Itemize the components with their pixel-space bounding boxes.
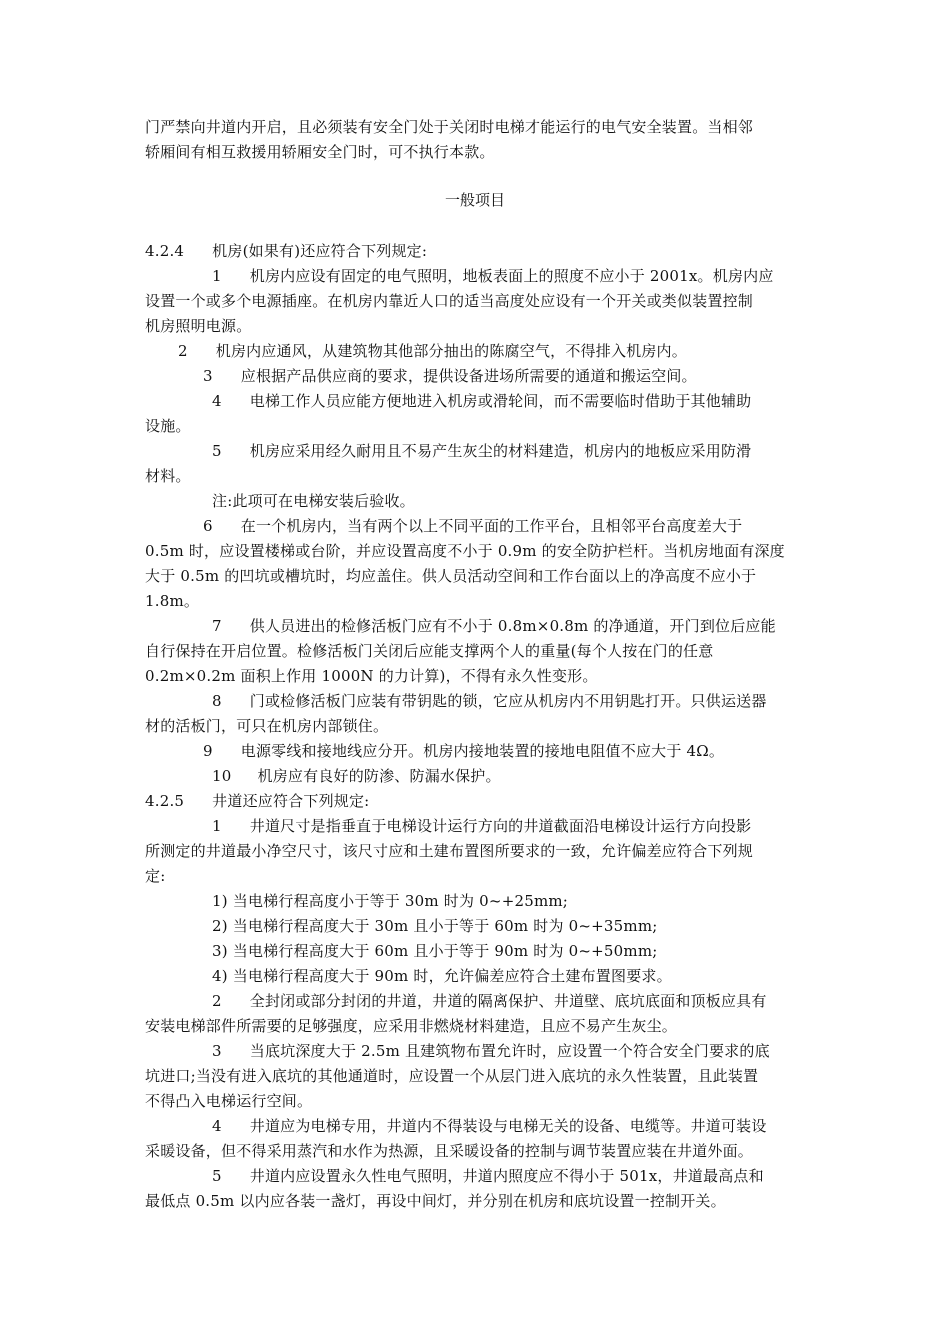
item-text: 机房应有良好的防渗、防漏水保护。 [257,767,501,785]
item-text: 供人员进出的检修活板门应有不小于 0.8m×0.8m 的净通道，开门到位后应能 [249,617,776,635]
item-number: 2 [212,992,222,1010]
paragraph-line: 设置一个或多个电源插座。在机房内靠近人口的适当高度处应设有一个开关或类似装置控制 [145,292,754,310]
item-text: 门或检修活板门应装有带钥匙的锁，它应从机房内不用钥匙打开。只供运送器 [249,692,767,710]
paragraph-line: 定: [145,867,166,885]
paragraph-line: 采暖设备，但不得采用蒸汽和水作为热源，且采暖设备的控制与调节装置应装在井道外面。 [145,1142,754,1160]
item-1 [212,266,774,286]
item-number: 4 [212,392,222,410]
item-text: 机房内应通风，从建筑物其他部分抽出的陈腐空气，不得排入机房内。 [215,342,687,360]
item-3 [203,366,697,386]
item-4 [212,391,751,411]
paragraph-line: 材料。 [145,467,191,485]
item-text: 应根据产品供应商的要求，提供设备进场所需要的通道和搬运空间。 [240,367,697,385]
paragraph-line: 最低点 0.5m 以内应各装一盏灯，再设中间灯，并分别在机房和底坑设置一控制开关。 [145,1192,726,1210]
sub-item-1: 1) 当电梯行程高度小于等于 30m 时为 0~+25mm; [212,892,569,910]
shaft-item-2 [212,991,767,1011]
item-text: 当底坑深度大于 2.5m 且建筑物布置允许时，应设置一个符合安全门要求的底 [249,1042,770,1060]
shaft-item-3 [212,1041,770,1061]
item-number: 10 [212,767,232,785]
shaft-item-5 [212,1166,764,1186]
paragraph-line: 0.5m 时，应设置楼梯或台阶，并应设置高度不小于 0.9m 的安全防护栏杆。当机房地面有深度 [145,542,785,560]
item-text: 机房应采用经久耐用且不易产生灰尘的材料建造，机房内的地板应采用防滑 [249,442,752,460]
item-text: 机房内应设有固定的电气照明，地板表面上的照度不应小于 2001x。机房内应 [249,267,774,285]
item-number: 5 [212,1167,222,1185]
item-text: 电梯工作人员应能方便地进入机房或滑轮间，而不需要临时借助于其他辅助 [249,392,752,410]
item-5 [212,441,751,461]
paragraph-line: 机房照明电源。 [145,317,252,335]
paragraph-line: 不得凸入电梯运行空间。 [145,1092,313,1110]
item-number: 9 [203,742,213,760]
sub-item-2: 2) 当电梯行程高度大于 30m 且小于等于 60m 时为 0~+35mm; [212,917,658,935]
item-text: 全封闭或部分封闭的井道，井道的隔离保护、井道壁、底坑底面和顶板应具有 [249,992,767,1010]
item-number: 7 [212,617,222,635]
item-number: 8 [212,692,222,710]
clause-4-2-5 [145,791,369,811]
item-number: 1 [212,817,222,835]
paragraph-line: 大于 0.5m 的凹坑或槽坑时，均应盖住。供人员活动空间和工作台面以上的净高度不应小于 [145,567,757,585]
item-10 [212,766,501,786]
item-2 [178,341,687,361]
item-text: 井道内应设置永久性电气照明，井道内照度应不得小于 501x，井道最高点和 [249,1167,764,1185]
item-8 [212,691,767,711]
paragraph-line: 材的活板门，可只在机房内部锁住。 [145,717,389,735]
clause-4-2-4 [145,241,427,261]
item-text: 井道应为电梯专用，井道内不得装设与电梯无关的设备、电缆等。井道可装设 [249,1117,767,1135]
clause-number: 4.2.5 [145,792,185,810]
clause-title: 机房(如果有)还应符合下列规定: [212,242,428,260]
section-heading: 一般项目 [444,191,505,209]
paragraph-line: 坑进口;当没有进入底坑的其他通道时，应设置一个从层门进入底坑的永久性装置，且此装置 [145,1067,759,1085]
item-number: 2 [178,342,188,360]
paragraph-line: 设施。 [145,417,191,435]
item-number: 5 [212,442,222,460]
item-number: 6 [203,517,213,535]
item-number: 4 [212,1117,222,1135]
item-7 [212,616,776,636]
paragraph-line: 0.2m×0.2m 面积上作用 1000N 的力计算)，不得有永久性变形。 [145,667,598,685]
clause-number: 4.2.4 [145,242,185,260]
item-text: 在一个机房内，当有两个以上不同平面的工作平台，且相邻平台高度差大于 [240,517,743,535]
item-text: 井道尺寸是指垂直于电梯设计运行方向的井道截面沿电梯设计运行方向投影 [249,817,752,835]
item-number: 1 [212,267,222,285]
note: 注:此项可在电梯安装后验收。 [212,492,415,510]
paragraph-line: 安装电梯部件所需要的足够强度，应采用非燃烧材料建造，且应不易产生灰尘。 [145,1017,678,1035]
item-6 [203,516,742,536]
item-9 [203,741,724,761]
item-number: 3 [212,1042,222,1060]
paragraph-line: 所测定的井道最小净空尺寸，该尺寸应和土建布置图所要求的一致，允许偏差应符合下列规 [145,842,754,860]
sub-item-3: 3) 当电梯行程高度大于 60m 且小于等于 90m 时为 0~+50mm; [212,942,658,960]
shaft-item-1 [212,816,751,836]
paragraph-line: 轿厢间有相互救援用轿厢安全门时，可不执行本款。 [145,143,495,161]
paragraph-line: 自行保持在开启位置。检修活板门关闭后应能支撑两个人的重量(每个人按在门的任意 [145,642,714,660]
paragraph-line: 1.8m。 [145,592,200,610]
paragraph-line: 门严禁向井道内开启，且必须装有安全门处于关闭时电梯才能运行的电气安全装置。当相邻 [145,118,754,136]
shaft-item-4 [212,1116,767,1136]
sub-item-4: 4) 当电梯行程高度大于 90m 时，允许偏差应符合土建布置图要求。 [212,967,672,985]
item-number: 3 [203,367,213,385]
item-text: 电源零线和接地线应分开。机房内接地装置的接地电阻值不应大于 4Ω。 [240,742,725,760]
clause-title: 井道还应符合下列规定: [212,792,370,810]
